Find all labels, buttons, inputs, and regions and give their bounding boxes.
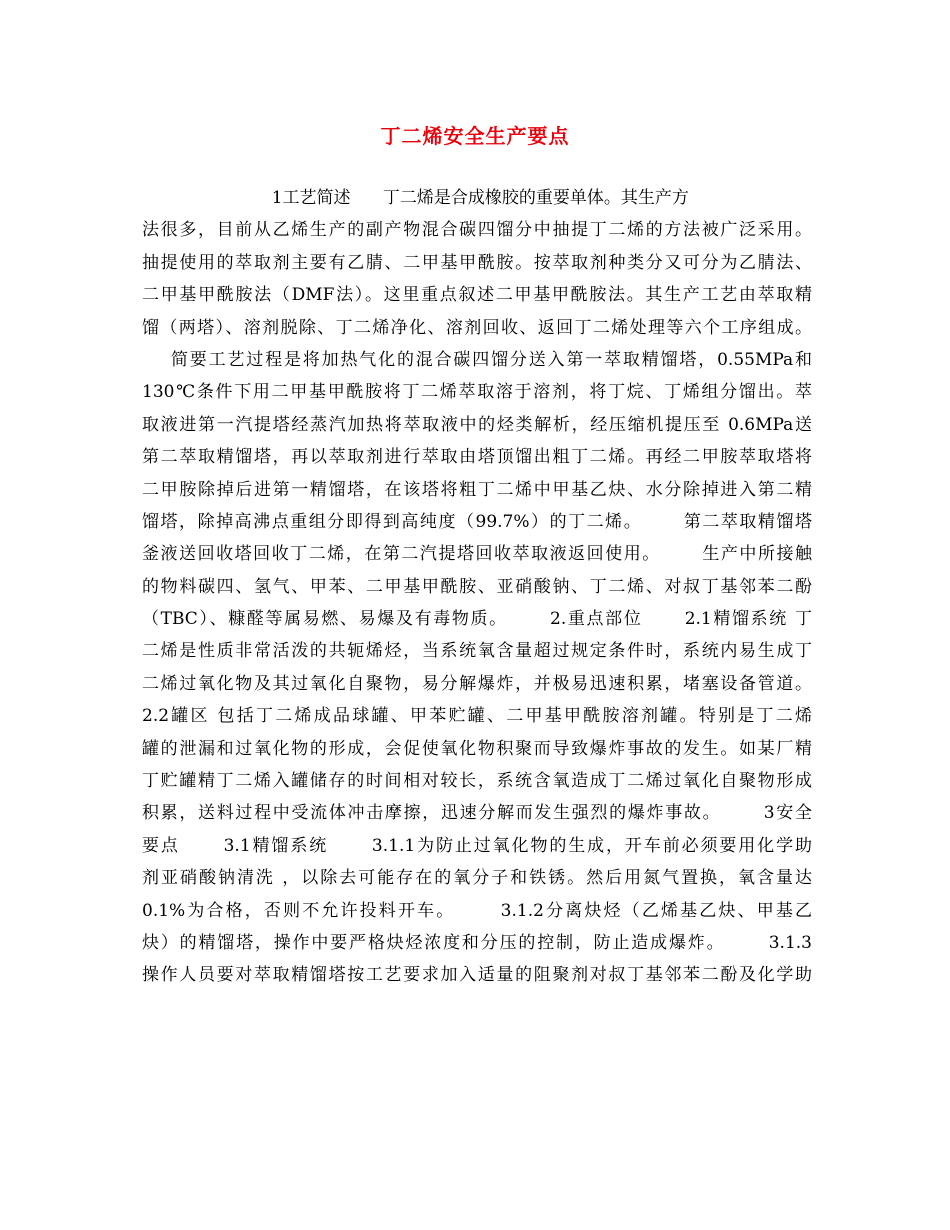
body-line: 罐的泄漏和过氧化物的形成，会促使氧化物积聚而导致爆炸事故的发生。如某厂精 [142,738,812,759]
body-line: 釜液送回收塔回收丁二烯，在第二汽提塔回收萃取液返回使用。 生产中所接触 [142,544,812,565]
body-line: 法很多，目前从乙烯生产的副产物混合碳四馏分中抽提丁二烯的方法被广泛采用。 [142,220,812,241]
body-line: 1工艺简述 丁二烯是合成橡胶的重要单体。其生产方 [142,188,689,208]
body-line: 取液进第一汽提塔经蒸汽加热将萃取液中的烃类解析，经压缩机提压至 0.6MPa送 [142,414,812,435]
body-line: 抽提使用的萃取剂主要有乙腈、二甲基甲酰胺。按萃取剂种类分又可分为乙腈法、 [142,252,812,273]
body-line: 2.2罐区 包括丁二烯成品球罐、甲苯贮罐、二甲基甲酰胺溶剂罐。特别是丁二烯 [142,706,812,727]
body-line: 第二萃取精馏塔，再以萃取剂进行萃取由塔顶馏出粗丁二烯。再经二甲胺萃取塔将 [142,447,812,468]
document-title: 丁二烯安全生产要点 [380,124,570,148]
body-line: 二烯是性质非常活泼的共轭烯烃，当系统氧含量超过规定条件时，系统内易生成丁 [142,641,812,662]
body-line: 剂亚硝酸钠清洗 ，以除去可能存在的氧分子和铁锈。然后用氮气置换，氧含量达 [142,868,812,889]
body-line: 简要工艺过程是将加热气化的混合碳四馏分送入第一萃取精馏塔，0.55MPa和 [142,349,812,370]
body-line: 积累，送料过程中受流体冲击摩擦，迅速分解而发生强烈的爆炸事故。 3安全 [142,803,812,824]
body-line: 要点 3.1精馏系统 3.1.1为防止过氧化物的生成，开车前必须要用化学助 [142,835,812,856]
body-line: 二甲胺除掉后进第一精馏塔，在该塔将粗丁二烯中甲基乙炔、水分除掉进入第二精 [142,479,812,500]
body-line: 炔）的精馏塔，操作中要严格炔烃浓度和分压的控制，防止造成爆炸。 3.1.3 [142,932,812,953]
body-line: 操作人员要对萃取精馏塔按工艺要求加入适量的阻聚剂对叔丁基邻苯二酚及化学助 [142,965,812,986]
body-line: 0.1%为合格，否则不允许投料开车。 3.1.2分离炔烃（乙烯基乙炔、甲基乙 [142,900,812,921]
body-line: 馏（两塔）、溶剂脱除、丁二烯净化、溶剂回收、返回丁二烯处理等六个工序组成。 [142,317,812,338]
body-line: 130℃条件下用二甲基甲酰胺将丁二烯萃取溶于溶剂，将丁烷、丁烯组分馏出。萃 [142,382,812,403]
document-body [142,182,812,992]
body-line: 二甲基甲酰胺法（DMF法）。这里重点叙述二甲基甲酰胺法。其生产工艺由萃取精 [142,285,812,306]
body-line: 的物料碳四、氢气、甲苯、二甲基甲酰胺、亚硝酸钠、丁二烯、对叔丁基邻苯二酚 [142,576,812,597]
body-line: 馏塔，除掉高沸点重组分即得到高纯度（99.7%）的丁二烯。 第二萃取精馏塔 [142,511,812,532]
body-line: （TBC）、糠醛等属易燃、易爆及有毒物质。 2.重点部位 2.1精馏系统 丁 [142,609,812,630]
body-line: 丁贮罐精丁二烯入罐储存的时间相对较长，系统含氧造成丁二烯过氧化自聚物形成 [142,771,812,792]
body-line: 二烯过氧化物及其过氧化自聚物，易分解爆炸，并极易迅速积累，堵塞设备管道。 [142,673,812,694]
